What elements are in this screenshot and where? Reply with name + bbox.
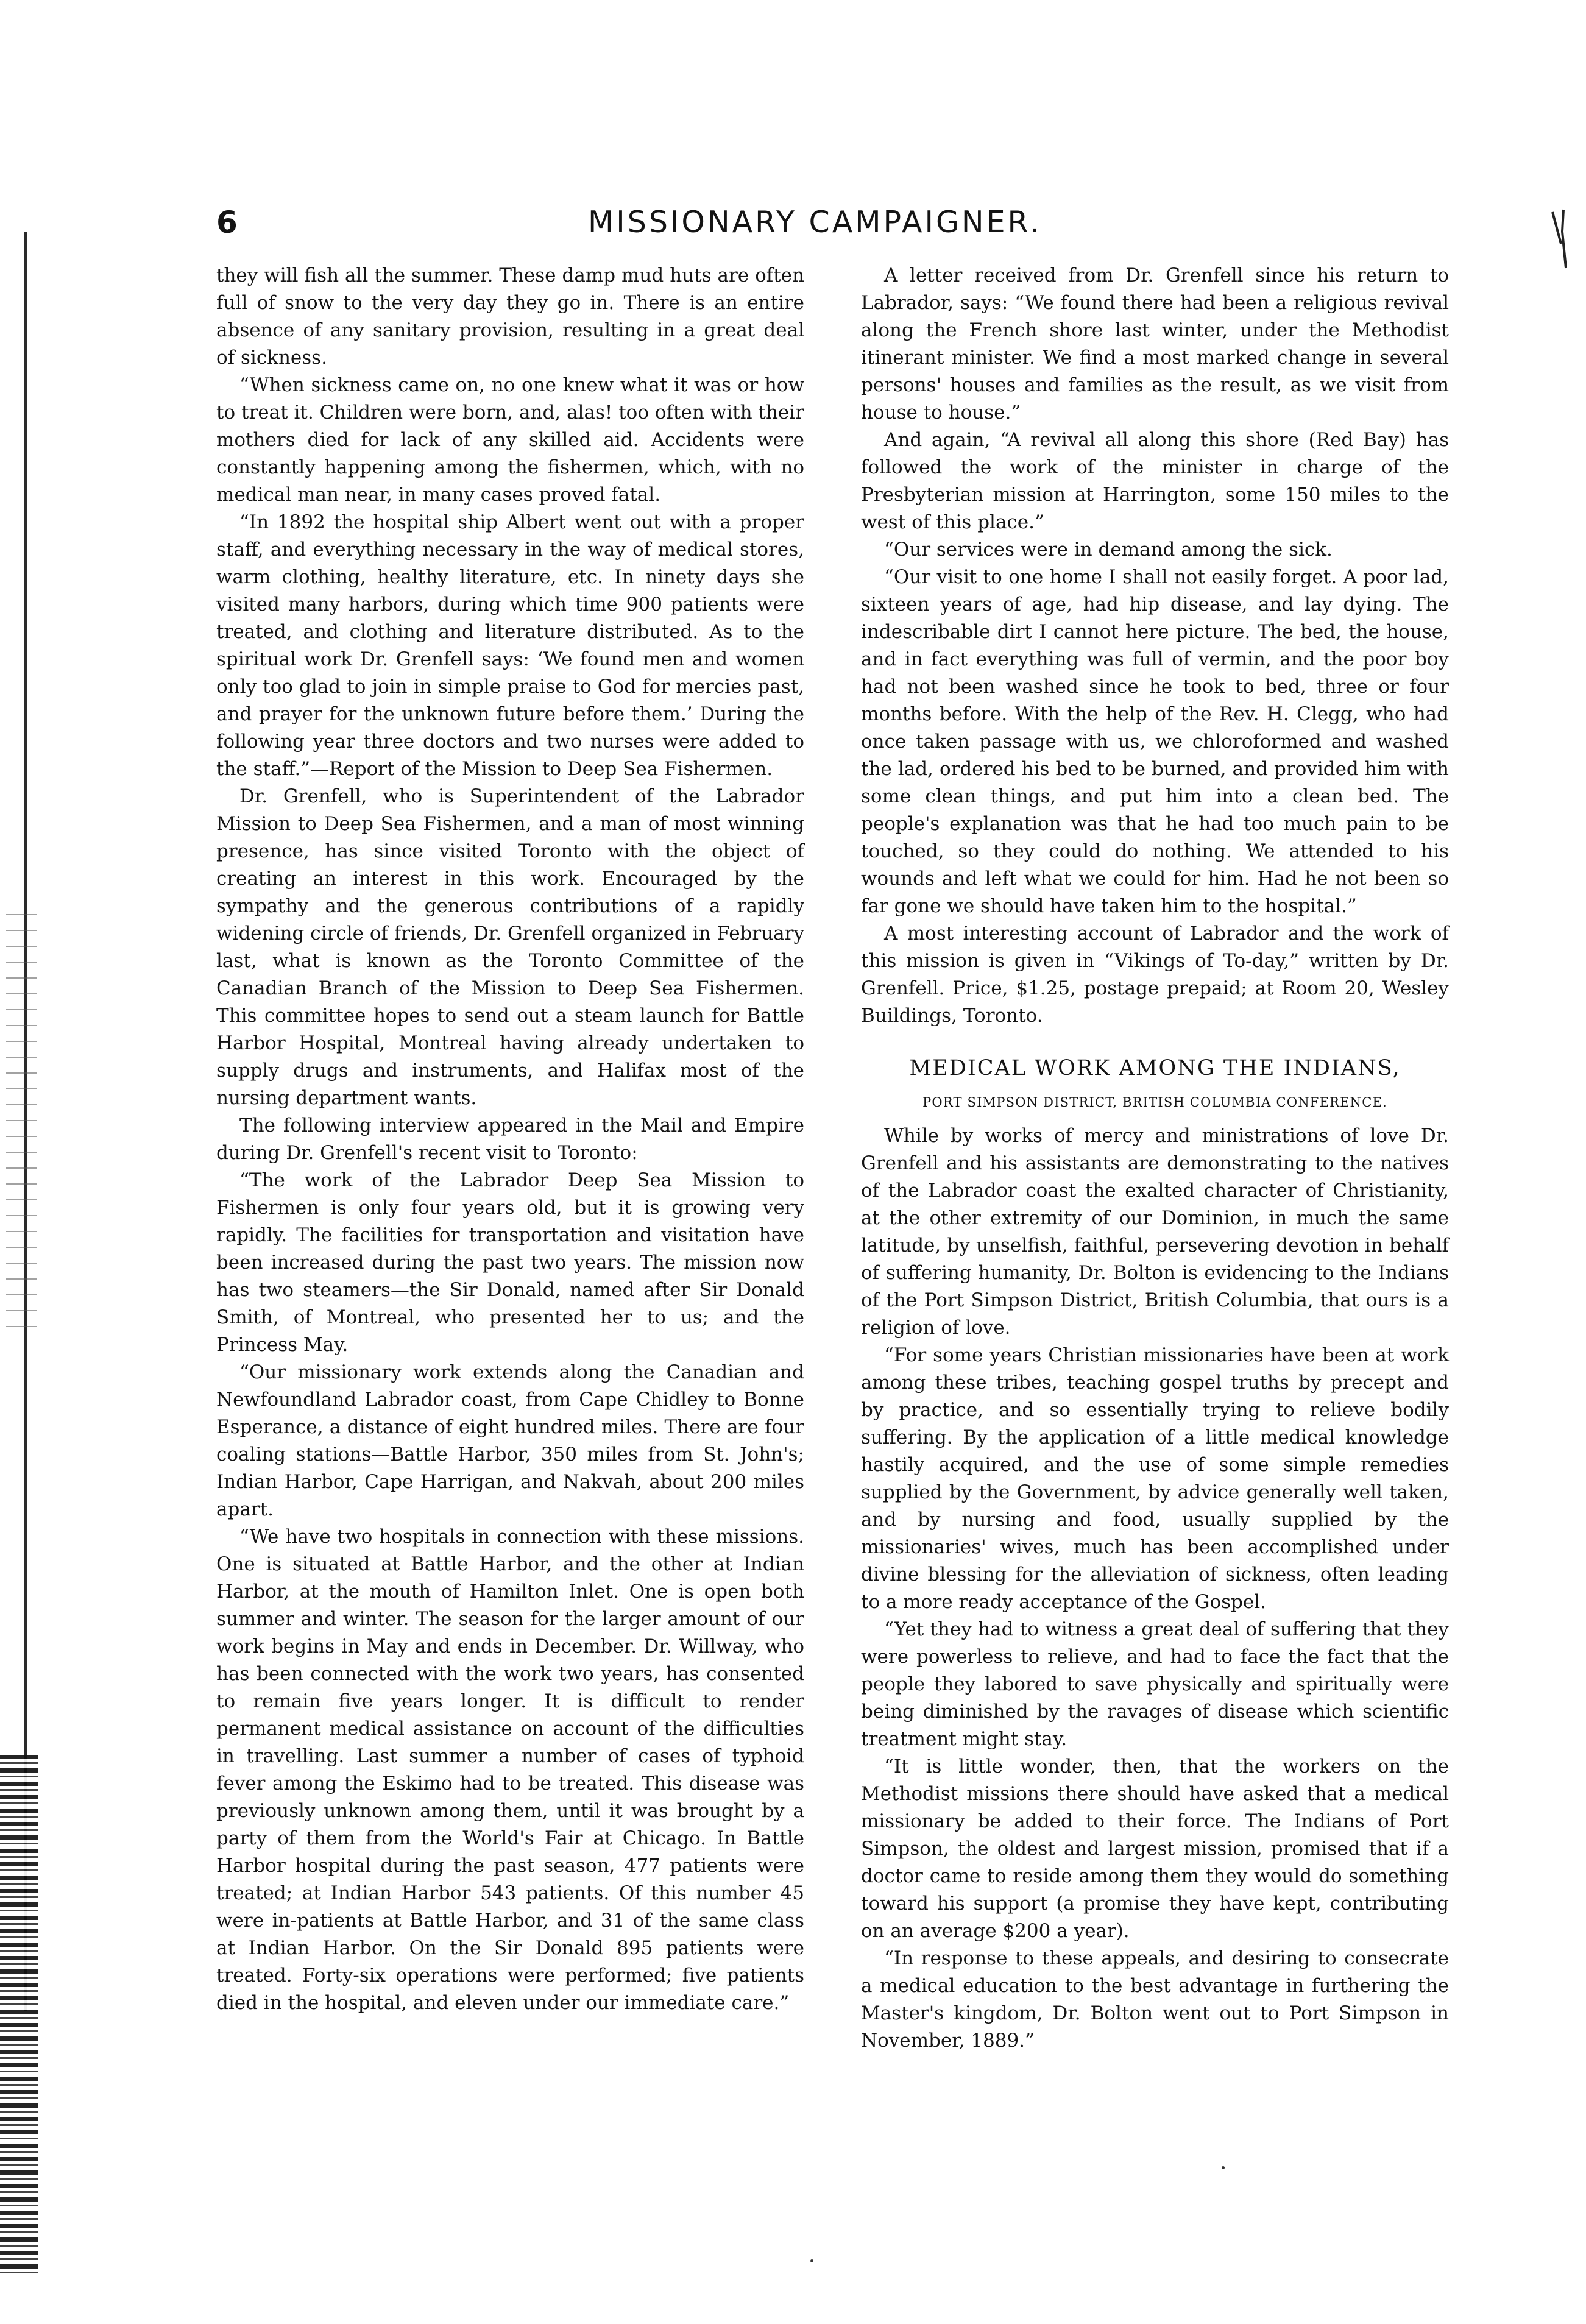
paragraph: “Our visit to one home I shall not easily forget. A poor lad, sixteen years of age, had hip disease, and lay dying. The indescribable dirt I cannot here picture. The bed, the house, and in fact everything was full of vermin, and the poor boy had not been washed since he took to bed, three or four months before. With the help of the Rev. H. Clegg, who had once taken passage with us, we chloroformed and washed the lad, ordered his bed to be burned, and provided him with some clean things, and put him into a clean bed. The people's explanation was that he had too much pain to be touched, so they could do nothing. We attended to his wounds and left what we could for him. Had he not been so far gone we should have taken him to the hospital.” (861, 566, 1449, 917)
paragraph: A letter received from Dr. Grenfell since his return to Labrador, says: “We found there had been a religious revival along the French shore last winter, under the Methodist itinerant minister. We find a most marked change in several persons' houses and families as the result, as we visit from house to house.” (861, 264, 1449, 423)
paragraph: “Yet they had to witness a great deal of suffering that they were powerless to relieve, and had to face the fact that the people they labored to save physically and spiritually were being diminished by the ravages of disease which scientific treatment might stay. (861, 1618, 1449, 1750)
paragraph: “For some years Christian missionaries have been at work among these tribes, teaching gospel truths by precept and by practice, and so essentially trying to relieve bodily suffering. By the application of a little medical knowledge hastily acquired, and the use of some simple remedies supplied by the Government, by advice generally well taken, and by nursing and food, usually supplied by the missionaries' wives, much has been accomplished under divine blessing for the alleviation of sickness, often leading to a more ready acceptance of the Gospel. (861, 1344, 1449, 1613)
print-speck (810, 2259, 813, 2262)
binding-ink-smear (0, 1755, 38, 2273)
page-number: 6 (216, 205, 238, 240)
section-subtitle: PORT SIMPSON DISTRICT, BRITISH COLUMBIA CONFERENCE. (922, 1095, 1387, 1110)
page-binding-edge (0, 0, 43, 2324)
paragraph: “It is little wonder, then, that the workers on the Methodist missions there should have asked that a medical missionary be added to their force. The Indians of Port Simpson, the oldest and largest mission, promised that if a doctor came to reside among them they would do something toward his support (a promise they have kept, contributing on an average $200 a year). (861, 1755, 1449, 1942)
right-column (861, 262, 1449, 2055)
paragraph: The following interview appeared in the Mail and Empire during Dr. Grenfell's recent visit to Toronto: (216, 1114, 804, 1164)
binding-speckle (6, 914, 37, 1341)
paragraph: Dr. Grenfell, who is Superintendent of the Labrador Mission to Deep Sea Fishermen, and a man of most winning presence, has since visited Toronto with the object of creating an interest in this work. Encouraged by the sympathy and the generous contributions of a rapidly widening circle of friends, Dr. Grenfell organized in February last, what is known as the Toronto Committee of the Canadian Branch of the Mission to Deep Sea Fishermen. This committee hopes to send out a steam launch for Battle Harbor Hospital, Montreal having already undertaken to supply drugs and instruments, and Halifax most of the nursing department wants. (216, 785, 804, 1109)
paragraph: “We have two hospitals in connection with these missions. One is situated at Battle Harbor, and the other at Indian Harbor, at the mouth of Hamilton Inlet. One is open both summer and winter. The season for the larger amount of our work begins in May and ends in December. Dr. Willway, who has been connected with the work two years, has consented to remain five years longer. It is difficult to render permanent medical assistance on account of the difficulties in travelling. Last summer a number of cases of typhoid fever among the Eskimo had to be treated. This disease was previously unknown among them, until it was brought by a party of them from the World's Fair at Chicago. In Battle Harbor hospital during the past season, 477 patients were treated; at Indian Harbor 543 patients. Of this number 45 were in-patients at Battle Harbor, and 31 of the same class at Indian Harbor. On the Sir Donald 895 patients were treated. Forty-six operations were performed; five patients died in the hospital, and eleven under our immediate care.” (216, 1526, 804, 2014)
page-header (216, 201, 1435, 244)
left-column (216, 262, 804, 2017)
paragraph: “Our missionary work extends along the Canadian and Newfoundland Labrador coast, from Cape Chidley to Bonne Esperance, a distance of eight hundred miles. There are four coaling stations—Battle Harbor, 350 miles from St. John's; Indian Harbor, Cape Harrigan, and Nakvah, about 200 miles apart. (216, 1361, 804, 1520)
paragraph: “When sickness came on, no one knew what it was or how to treat it. Children were born, and, alas! too often with their mothers died for lack of any skilled aid. Accidents were constantly happening among the fishermen, which, with no medical man near, in many cases proved fatal. (216, 374, 804, 506)
paragraph: And again, “A revival all along this shore (Red Bay) has followed the work of the minister in charge of the Presbyterian mission at Harrington, some 150 miles to the west of this place.” (861, 429, 1449, 533)
paragraph: “In response to these appeals, and desiring to consecrate a medical education to the best advantage in furthering the Master's kingdom, Dr. Bolton went out to Port Simpson in November, 1889.” (861, 1947, 1449, 2052)
paragraph: While by works of mercy and ministrations of love Dr. Grenfell and his assistants are demonstrating to the natives of the Labrador coast the exalted character of Christianity, at the other extremity of our Dominion, in much the same latitude, by unselfish, faithful, persevering devotion in behalf of suffering humanity, Dr. Bolton is evidencing to the Indians of the Port Simpson District, British Columbia, that ours is a religion of love. (861, 1125, 1449, 1339)
paragraph: they will fish all the summer. These damp mud huts are often full of snow to the very day they go in. There is an entire absence of any sanitary provision, resulting in a great deal of sickness. (216, 264, 804, 369)
section-title: MEDICAL WORK AMONG THE INDIANS, (909, 1056, 1401, 1080)
print-speck (1222, 2166, 1225, 2169)
paragraph: “The work of the Labrador Deep Sea Mission to Fishermen is only four years old, but it is growing very rapidly. The facilities for transportation and visitation have been increased during the past two years. The mission now has two steamers—the Sir Donald, named after Sir Donald Smith, of Montreal, who presented her to us; and the Princess May. (216, 1169, 804, 1356)
corner-pencil-mark (1548, 207, 1572, 274)
paragraph: A most interesting account of Labrador and the work of this mission is given in “Vikings of To-day,” written by Dr. Grenfell. Price, $1.25, postage prepaid; at Room 20, Wesley Buildings, Toronto. (861, 923, 1449, 1027)
running-title: MISSIONARY CAMPAIGNER. (588, 205, 1042, 239)
paragraph: “Our services were in demand among the sick. (884, 539, 1333, 561)
paragraph: “In 1892 the hospital ship Albert went out with a proper staff, and everything necessary in the way of medical stores, warm clothing, healthy literature, etc. In ninety days she visited many harbors, during which time 900 patients were treated, and clothing and literature distributed. As to the spiritual work Dr. Grenfell says: ‘We found men and women only too glad to join in simple praise to God for mercies past, and prayer for the unknown future before them.’ During the following year three doctors and two nurses were added to the staff.”—Report of the Mission to Deep Sea Fishermen. (216, 511, 804, 780)
